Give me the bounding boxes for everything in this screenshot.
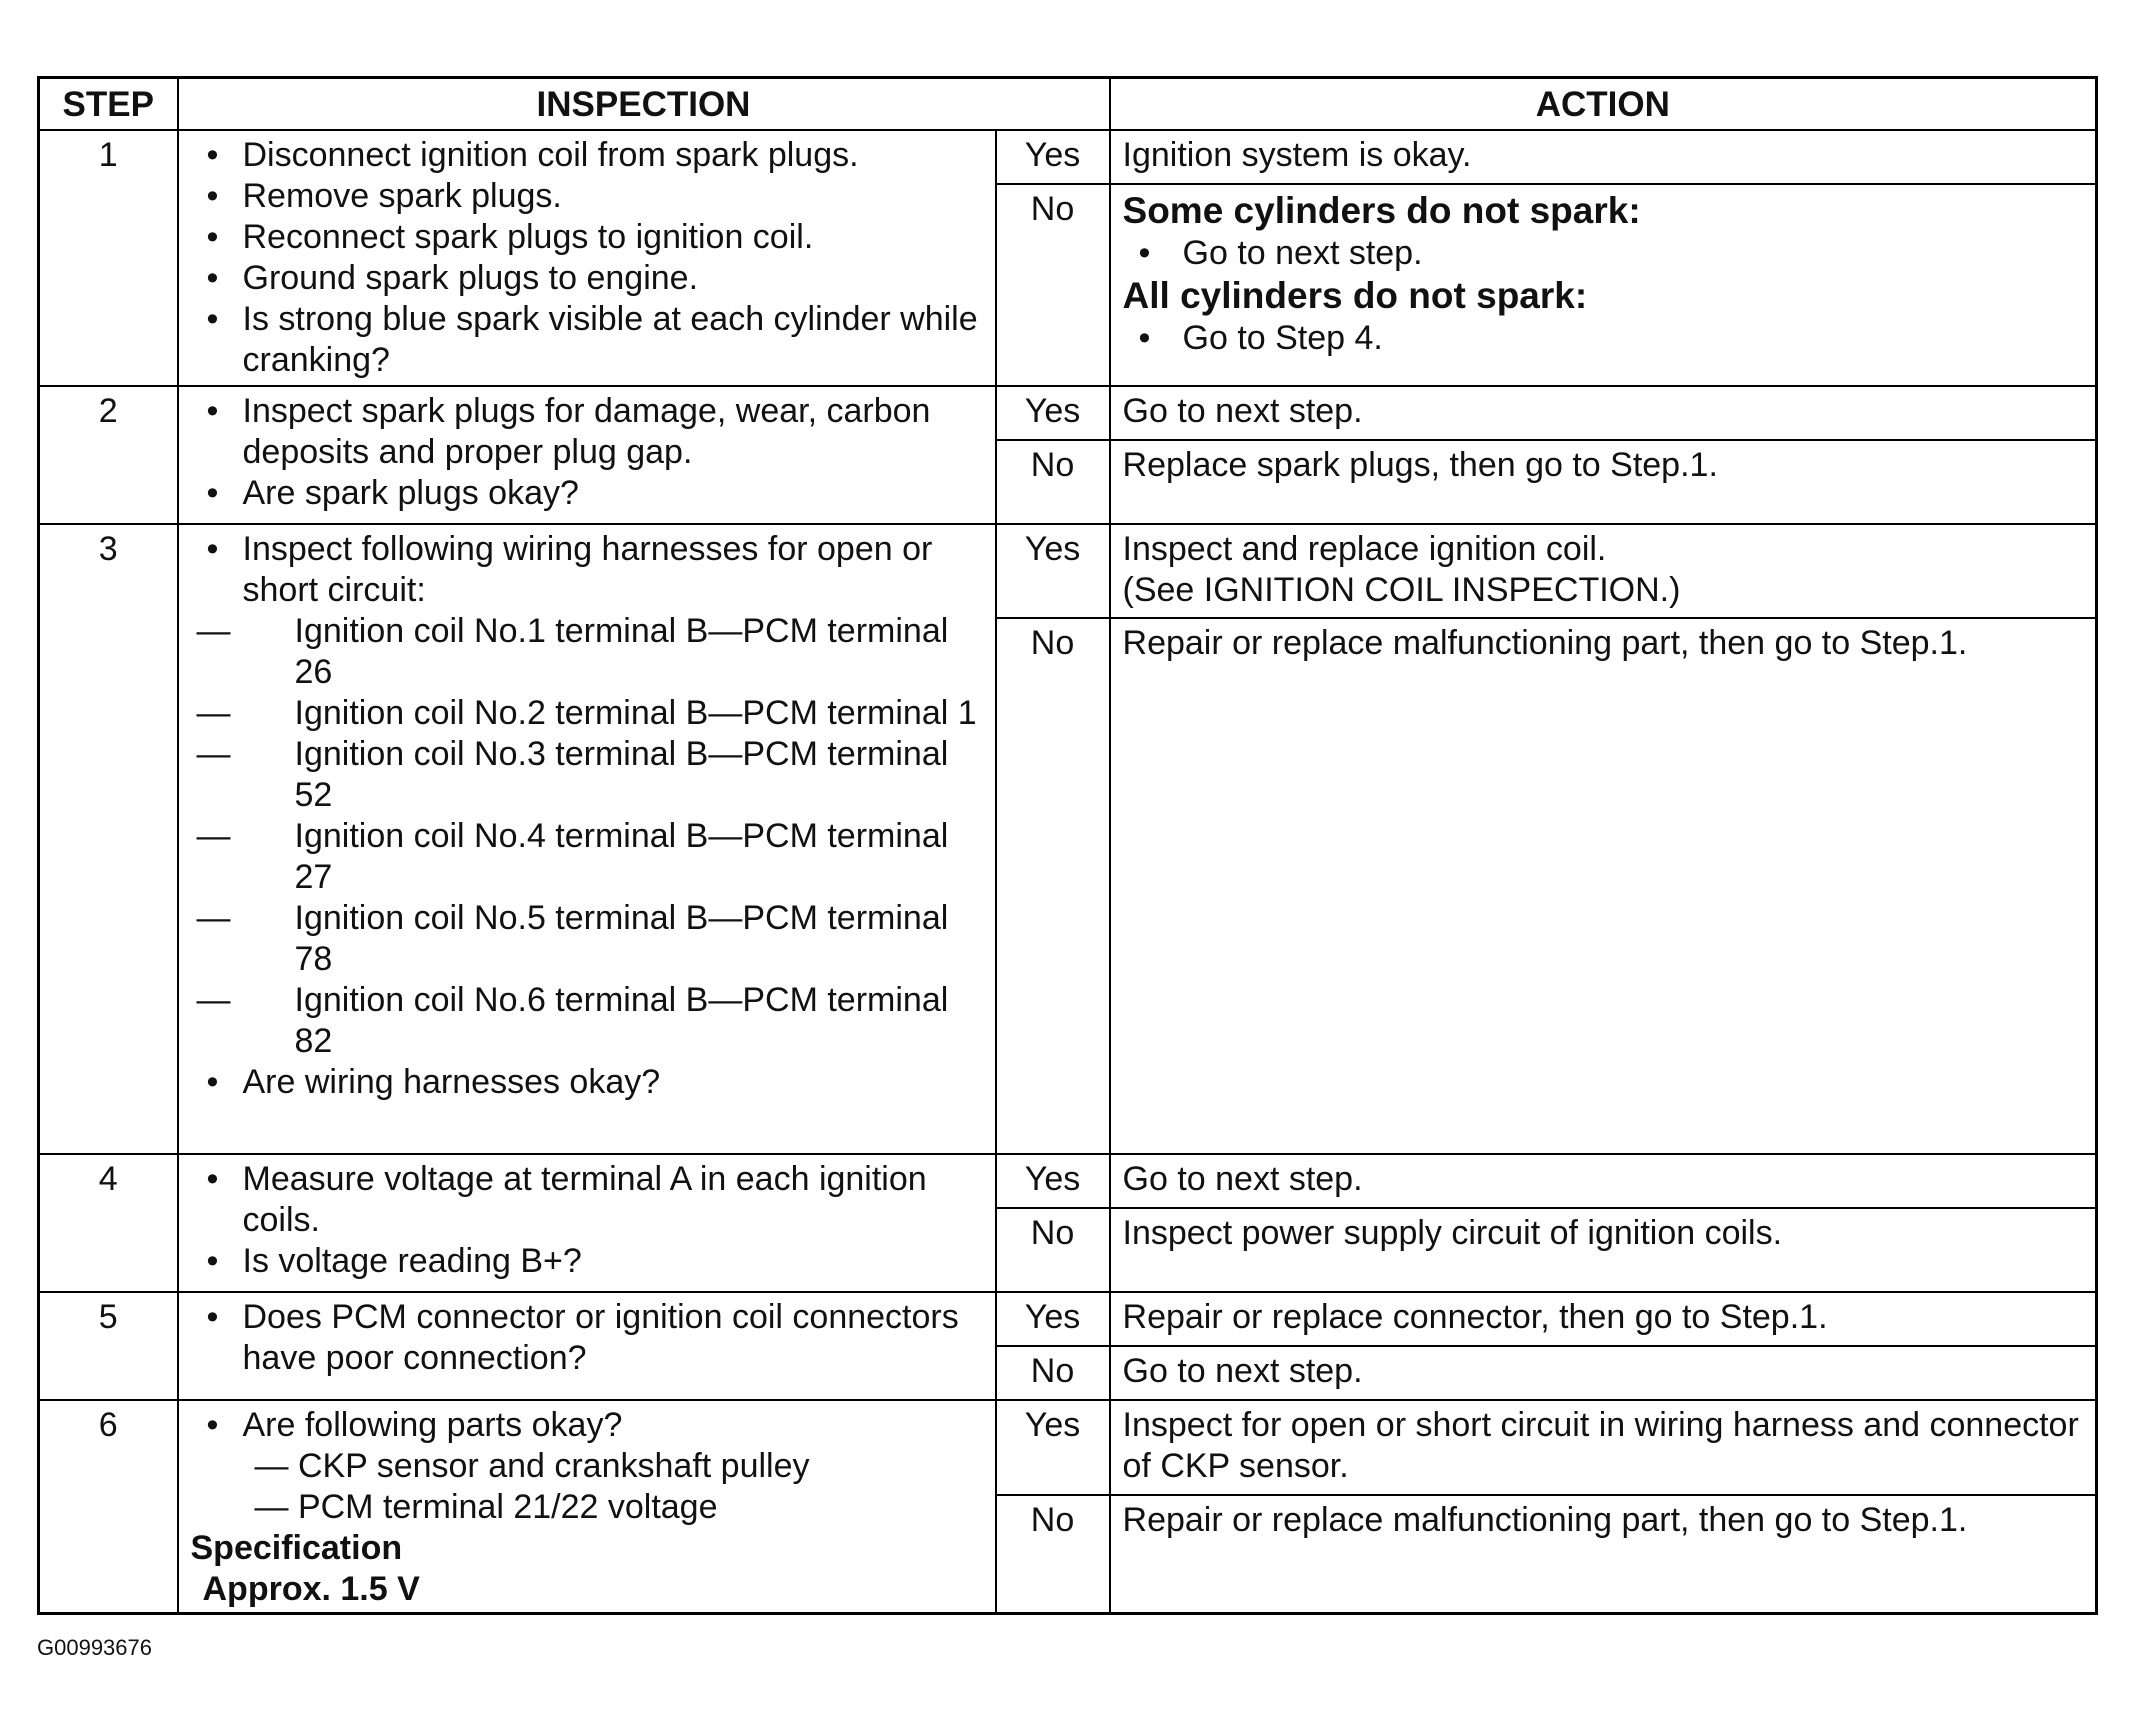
inspection-bullet: • Inspect spark plugs for damage, wear, carbon deposits and proper plug gap.: [197, 391, 979, 473]
inspection-bullet: • Is strong blue spark visible at each cylinder while cranking?: [197, 299, 979, 381]
harness-item: — Ignition coil No.1 terminal B—PCM terminal 26: [196, 612, 949, 691]
no-label: No: [996, 1495, 1110, 1613]
inspection-cell: [178, 524, 996, 1154]
inspection-bullet: • Are spark plugs okay?: [197, 473, 979, 514]
no-action: Go to next step.: [1110, 1346, 2097, 1400]
no-action-heading: Some cylinders do not spark:: [1122, 190, 1641, 231]
step-number: 5: [39, 1292, 178, 1400]
yes-label: Yes: [996, 386, 1110, 440]
inspection-cell: [178, 1154, 996, 1292]
no-action: Replace spark plugs, then go to Step.1.: [1110, 440, 2097, 524]
no-action-bullet: • Go to next step.: [1123, 233, 2086, 274]
yes-action: [1110, 524, 2097, 618]
inspection-bullet: • Are wiring harnesses okay?: [197, 1062, 979, 1103]
yes-action-line: Inspect and replace ignition coil.: [1122, 530, 1607, 568]
no-label: No: [996, 184, 1110, 386]
yes-label: Yes: [996, 1154, 1110, 1208]
step-number: 2: [39, 386, 178, 524]
no-label: No: [996, 1208, 1110, 1292]
yes-action: Inspect for open or short circuit in wiring harness and connector of CKP sensor.: [1110, 1400, 2097, 1495]
step-number: 6: [39, 1400, 178, 1614]
yes-label: Yes: [996, 1400, 1110, 1495]
inspection-bullet: • Inspect following wiring harnesses for open or short circuit:: [197, 529, 979, 611]
step-6-yes-row: [39, 1400, 2097, 1495]
diagnostic-table: [37, 76, 2098, 1615]
yes-label: Yes: [996, 1292, 1110, 1346]
inspection-bullet: • Ground spark plugs to engine.: [197, 258, 979, 299]
step-2-yes-row: [39, 386, 2097, 440]
step-1-yes-row: [39, 130, 2097, 184]
specification-title: Specification: [190, 1529, 403, 1567]
image-code: G00993676: [37, 1635, 152, 1660]
no-label: No: [996, 1346, 1110, 1400]
step-number: 4: [39, 1154, 178, 1292]
inspection-cell: [178, 386, 996, 524]
specification-value: Approx. 1.5 V: [202, 1570, 420, 1608]
yes-action: Ignition system is okay.: [1110, 130, 2097, 184]
inspection-bullet: • Remove spark plugs.: [197, 176, 979, 217]
inspection-cell: [178, 1292, 996, 1400]
no-action: Repair or replace malfunctioning part, then go to Step.1.: [1110, 1495, 2097, 1613]
yes-label: Yes: [996, 524, 1110, 618]
step-5-yes-row: [39, 1292, 2097, 1346]
yes-action: Repair or replace connector, then go to Step.1.: [1110, 1292, 2097, 1346]
yes-action: Go to next step.: [1110, 1154, 2097, 1208]
no-action: Repair or replace malfunctioning part, then go to Step.1.: [1110, 618, 2097, 1154]
inspection-cell: [178, 130, 996, 386]
header-row: [39, 78, 2097, 131]
yes-action-line: (See IGNITION COIL INSPECTION.): [1122, 571, 1681, 609]
yes-label: Yes: [996, 130, 1110, 184]
inspection-bullet: • Are following parts okay?: [197, 1405, 979, 1446]
header-action: ACTION: [1110, 78, 2097, 131]
header-inspection: INSPECTION: [178, 78, 1110, 131]
inspection-bullet: • Reconnect spark plugs to ignition coil.: [197, 217, 979, 258]
inspection-bullet: • Measure voltage at terminal A in each ignition coils.: [197, 1159, 979, 1241]
header-step: STEP: [39, 78, 178, 131]
yes-action: Go to next step.: [1110, 386, 2097, 440]
harness-item: — Ignition coil No.3 terminal B—PCM terminal 52: [196, 735, 949, 814]
no-action: [1110, 184, 2097, 386]
step-4-yes-row: [39, 1154, 2097, 1208]
step-3-yes-row: [39, 524, 2097, 618]
no-label: No: [996, 618, 1110, 1154]
step-number: 1: [39, 130, 178, 386]
inspection-bullet: • Disconnect ignition coil from spark plugs.: [197, 135, 979, 176]
part-item: — CKP sensor and crankshaft pulley: [254, 1447, 810, 1485]
no-action-heading: All cylinders do not spark:: [1122, 275, 1588, 316]
inspection-cell: [178, 1400, 996, 1614]
step-number: 3: [39, 524, 178, 1154]
inspection-bullet: • Does PCM connector or ignition coil connectors have poor connection?: [197, 1297, 979, 1379]
harness-item: — Ignition coil No.6 terminal B—PCM terminal 82: [196, 981, 949, 1060]
no-label: No: [996, 440, 1110, 524]
no-action: Inspect power supply circuit of ignition coils.: [1110, 1208, 2097, 1292]
harness-item: — Ignition coil No.4 terminal B—PCM terminal 27: [196, 817, 949, 896]
part-item: — PCM terminal 21/22 voltage: [254, 1488, 718, 1526]
harness-item: — Ignition coil No.2 terminal B—PCM terminal 1: [196, 694, 977, 732]
harness-item: — Ignition coil No.5 terminal B—PCM terminal 78: [196, 899, 949, 978]
inspection-bullet: • Is voltage reading B+?: [197, 1241, 979, 1282]
no-action-bullet: • Go to Step 4.: [1123, 318, 2086, 359]
